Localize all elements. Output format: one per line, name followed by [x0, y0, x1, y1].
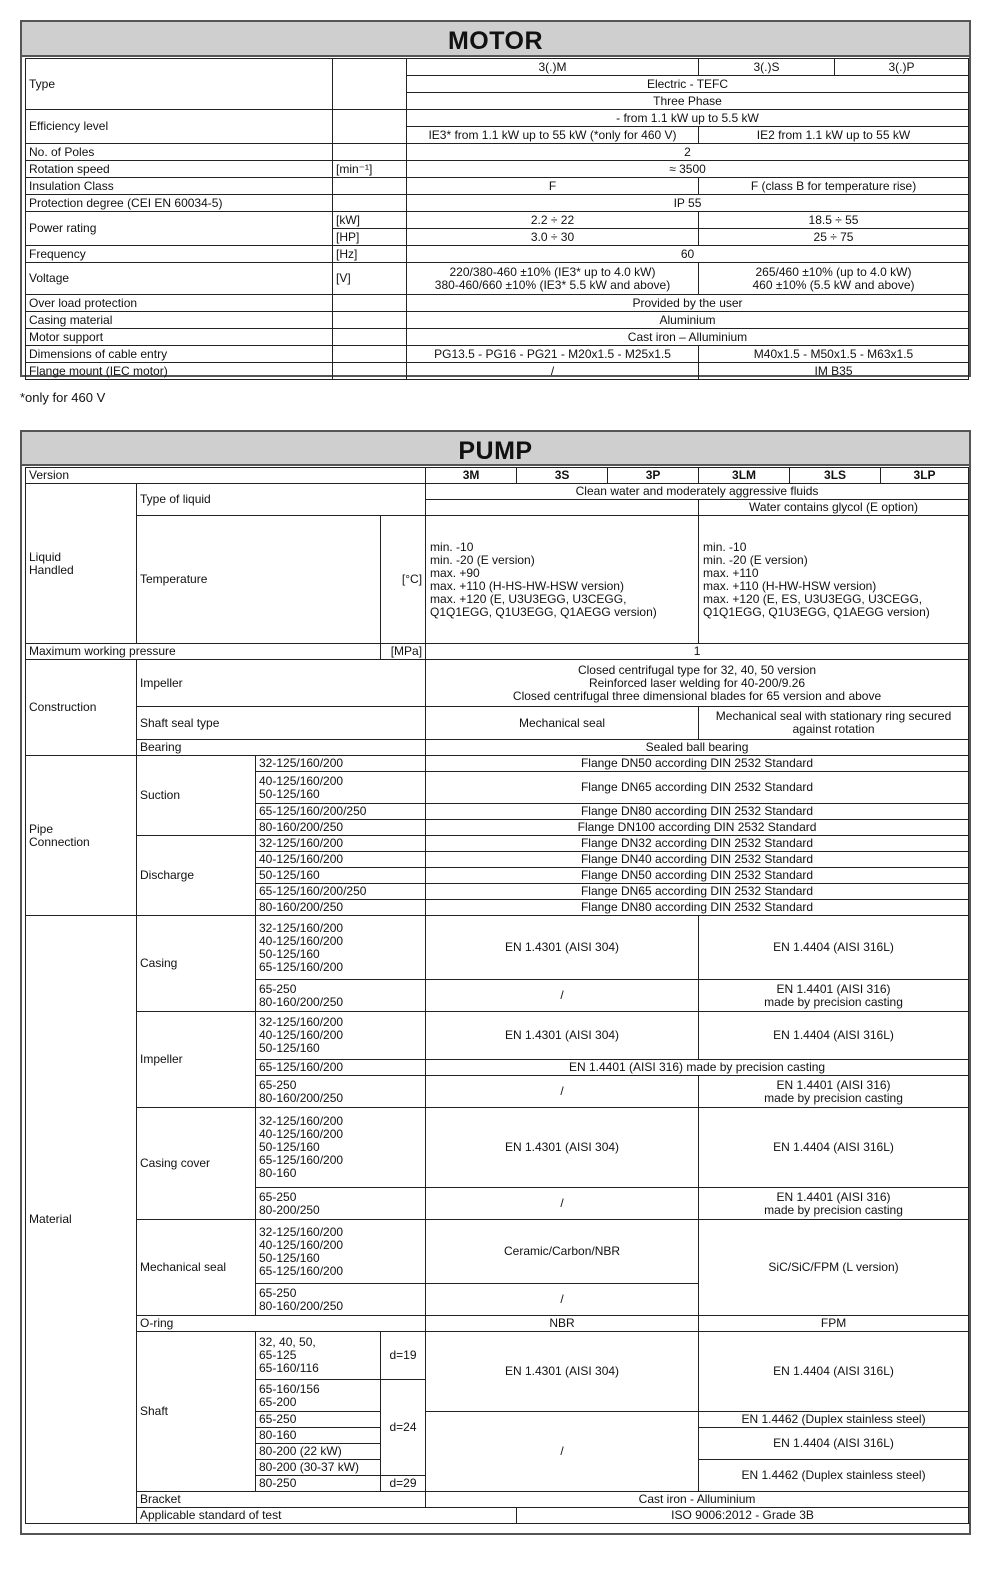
- pump-title: PUMP: [22, 432, 969, 466]
- pump-shaft-left: /: [426, 1412, 699, 1492]
- pump-shaft-diameter: d=24: [381, 1380, 426, 1476]
- pump-casing-right: EN 1.4404 (AISI 316L): [699, 916, 969, 980]
- motor-overload-label: Over load protection: [26, 295, 333, 312]
- pump-shaft-models: 80-200 (22 kW): [256, 1444, 381, 1460]
- pump-pipe-label: Pipe Connection: [26, 756, 137, 916]
- motor-type-s: 3(.)S: [699, 59, 835, 76]
- pump-discharge-models: 32-125/160/200: [256, 836, 426, 852]
- motor-type-electric: Electric - TEFC: [407, 76, 969, 93]
- motor-voltage-left: 220/380-460 ±10% (IE3* up to 4.0 kW) 380-460/660 ±10% (IE3* 5.5 kW and above): [407, 263, 699, 295]
- motor-voltage-unit: [V]: [333, 263, 407, 295]
- pump-discharge-value: Flange DN80 according DIN 2532 Standard: [426, 900, 969, 916]
- pump-suction-models: 80-160/200/250: [256, 820, 426, 836]
- pump-standard-value: ISO 9006:2012 - Grade 3B: [517, 1508, 969, 1524]
- pump-cover-label: Casing cover: [137, 1108, 256, 1220]
- pump-bearing-label: Bearing: [137, 740, 426, 756]
- pump-shaft-models: 65-160/156 65-200: [256, 1380, 381, 1412]
- pump-cover-right: EN 1.4404 (AISI 316L): [699, 1108, 969, 1188]
- pump-mat-impeller-right: EN 1.4401 (AISI 316) made by precision casting: [699, 1076, 969, 1108]
- pump-discharge-models: 65-125/160/200/250: [256, 884, 426, 900]
- pump-mat-impeller-models: 65-250 80-160/200/250: [256, 1076, 426, 1108]
- pump-construction-label: Construction: [26, 660, 137, 756]
- pump-discharge-label: Discharge: [137, 836, 256, 916]
- pump-pressure-label: Maximum working pressure: [26, 644, 381, 660]
- motor-rotation-unit: [min⁻¹]: [333, 161, 407, 178]
- pump-shaft-left: EN 1.4301 (AISI 304): [426, 1332, 699, 1412]
- pump-impeller-value: Closed centrifugal type for 32, 40, 50 version Reinforced laser welding for 40-200/9.26 Closed centrifugal three dimensional blades for 65 version and above: [426, 660, 969, 707]
- motor-frequency-label: Frequency: [26, 246, 333, 263]
- motor-support-value: Cast iron – Alluminium: [407, 329, 969, 346]
- pump-shaft-seal-left: Mechanical seal: [426, 707, 699, 740]
- pump-discharge-models: 80-160/200/250: [256, 900, 426, 916]
- pump-version-3lp: 3LP: [881, 468, 969, 484]
- motor-power-kw-left: 2.2 ÷ 22: [407, 212, 699, 229]
- pump-shaft-models: 65-250: [256, 1412, 381, 1428]
- pump-oring-right: FPM: [699, 1316, 969, 1332]
- motor-rotation-value: ≈ 3500: [407, 161, 969, 178]
- motor-support-label: Motor support: [26, 329, 333, 346]
- pump-suction-models: 32-125/160/200: [256, 756, 426, 772]
- pump-version-3s: 3S: [517, 468, 608, 484]
- motor-power-label: Power rating: [26, 212, 333, 246]
- pump-mseal-left: Ceramic/Carbon/NBR: [426, 1220, 699, 1284]
- pump-shaft-models: 80-250: [256, 1476, 381, 1492]
- motor-efficiency-ie2: IE2 from 1.1 kW up to 55 kW: [699, 127, 969, 144]
- pump-discharge-value: Flange DN40 according DIN 2532 Standard: [426, 852, 969, 868]
- pump-discharge-value: Flange DN50 according DIN 2532 Standard: [426, 868, 969, 884]
- pump-cover-models: 65-250 80-200/250: [256, 1188, 426, 1220]
- pump-casing-left: EN 1.4301 (AISI 304): [426, 916, 699, 980]
- pump-mat-impeller-value: EN 1.4401 (AISI 316) made by precision casting: [426, 1060, 969, 1076]
- motor-efficiency-top: - from 1.1 kW up to 5.5 kW: [407, 110, 969, 127]
- pump-discharge-models: 40-125/160/200: [256, 852, 426, 868]
- pump-shaft-right: EN 1.4404 (AISI 316L): [699, 1428, 969, 1460]
- motor-flange-left: /: [407, 363, 699, 380]
- pump-mat-impeller-models: 65-125/160/200: [256, 1060, 426, 1076]
- motor-power-unit-hp: [HP]: [333, 229, 407, 246]
- pump-mseal-models: 32-125/160/200 40-125/160/200 50-125/160 65-125/160/200: [256, 1220, 426, 1284]
- pump-version-label: Version: [26, 468, 426, 484]
- motor-cable-label: Dimensions of cable entry: [26, 346, 333, 363]
- motor-type-m: 3(.)M: [407, 59, 699, 76]
- motor-protection-label: Protection degree (CEI EN 60034-5): [26, 195, 333, 212]
- pump-standard-label: Applicable standard of test: [137, 1508, 517, 1524]
- pump-table: [25, 467, 969, 1524]
- pump-bracket-label: Bracket: [137, 1492, 426, 1508]
- pump-casing-models: 65-250 80-160/200/250: [256, 980, 426, 1012]
- pump-liquid-type-glycol: Water contains glycol (E option): [699, 500, 969, 516]
- motor-power-kw-right: 18.5 ÷ 55: [699, 212, 969, 229]
- motor-type-label: Type: [26, 59, 333, 110]
- motor-voltage-right: 265/460 ±10% (up to 4.0 kW) 460 ±10% (5.5 kW and above): [699, 263, 969, 295]
- motor-efficiency-label: Efficiency level: [26, 110, 333, 144]
- pump-discharge-value: Flange DN65 according DIN 2532 Standard: [426, 884, 969, 900]
- pump-bearing-value: Sealed ball bearing: [426, 740, 969, 756]
- motor-insulation-label: Insulation Class: [26, 178, 333, 195]
- pump-bracket-value: Cast iron - Alluminium: [426, 1492, 969, 1508]
- pump-shaft-label: Shaft: [137, 1332, 256, 1492]
- pump-version-3lm: 3LM: [699, 468, 790, 484]
- motor-poles-value: 2: [407, 144, 969, 161]
- pump-cover-models: 32-125/160/200 40-125/160/200 50-125/160 65-125/160/200 80-160: [256, 1108, 426, 1188]
- pump-table-frame: [20, 430, 971, 1535]
- pump-mat-impeller-right: EN 1.4404 (AISI 316L): [699, 1012, 969, 1060]
- motor-casing-value: Aluminium: [407, 312, 969, 329]
- motor-flange-right: IM B35: [699, 363, 969, 380]
- pump-version-3p: 3P: [608, 468, 699, 484]
- motor-efficiency-ie3: IE3* from 1.1 kW up to 55 kW (*only for 460 V): [407, 127, 699, 144]
- pump-cover-left: /: [426, 1188, 699, 1220]
- pump-mseal-right: SiC/SiC/FPM (L version): [699, 1220, 969, 1316]
- pump-shaft-right: EN 1.4462 (Duplex stainless steel): [699, 1412, 969, 1428]
- pump-version-3ls: 3LS: [790, 468, 881, 484]
- pump-mseal-left: /: [426, 1284, 699, 1316]
- pump-shaft-right: EN 1.4462 (Duplex stainless steel): [699, 1460, 969, 1492]
- motor-table: [25, 58, 969, 380]
- pump-casing-left: /: [426, 980, 699, 1012]
- pump-liquid-label: Liquid Handled: [26, 484, 137, 644]
- pump-mat-impeller-left: /: [426, 1076, 699, 1108]
- pump-pressure-unit: [MPa]: [381, 644, 426, 660]
- motor-type-phase: Three Phase: [407, 93, 969, 110]
- pump-suction-value: Flange DN50 according DIN 2532 Standard: [426, 756, 969, 772]
- motor-casing-label: Casing material: [26, 312, 333, 329]
- pump-discharge-value: Flange DN32 according DIN 2532 Standard: [426, 836, 969, 852]
- motor-insulation-left: F: [407, 178, 699, 195]
- pump-casing-right: EN 1.4401 (AISI 316) made by precision casting: [699, 980, 969, 1012]
- pump-liquid-type-label: Type of liquid: [137, 484, 426, 516]
- pump-pressure-value: 1: [426, 644, 969, 660]
- motor-protection-value: IP 55: [407, 195, 969, 212]
- motor-power-unit-kw: [kW]: [333, 212, 407, 229]
- pump-temperature-unit: [°C]: [381, 516, 426, 644]
- motor-overload-value: Provided by the user: [407, 295, 969, 312]
- pump-shaft-models: 32, 40, 50, 65-125 65-160/116: [256, 1332, 381, 1380]
- pump-mat-impeller-left: EN 1.4301 (AISI 304): [426, 1012, 699, 1060]
- motor-table-frame: [20, 20, 971, 377]
- pump-suction-models: 65-125/160/200/250: [256, 804, 426, 820]
- pump-shaft-diameter: d=29: [381, 1476, 426, 1492]
- pump-suction-value: Flange DN80 according DIN 2532 Standard: [426, 804, 969, 820]
- pump-temperature-left: min. -10 min. -20 (E version) max. +90 max. +110 (H-HS-HW-HSW version) max. +120 (E, U3U3EGG, U3CEGG, Q1Q1EGG, Q1U3EGG, Q1AEGG version): [426, 516, 699, 644]
- pump-shaft-seal-right: Mechanical seal with stationary ring secured against rotation: [699, 707, 969, 740]
- pump-liquid-type-value: Clean water and moderately aggressive fluids: [426, 484, 969, 500]
- motor-poles-label: No. of Poles: [26, 144, 333, 161]
- pump-version-3m: 3M: [426, 468, 517, 484]
- motor-frequency-unit: [Hz]: [333, 246, 407, 263]
- pump-mseal-models: 65-250 80-160/200/250: [256, 1284, 426, 1316]
- pump-mat-impeller-models: 32-125/160/200 40-125/160/200 50-125/160: [256, 1012, 426, 1060]
- pump-cover-right: EN 1.4401 (AISI 316) made by precision casting: [699, 1188, 969, 1220]
- pump-casing-models: 32-125/160/200 40-125/160/200 50-125/160 65-125/160/200: [256, 916, 426, 980]
- motor-insulation-right: F (class B for temperature rise): [699, 178, 969, 195]
- motor-power-hp-right: 25 ÷ 75: [699, 229, 969, 246]
- pump-suction-label: Suction: [137, 756, 256, 836]
- pump-mseal-label: Mechanical seal: [137, 1220, 256, 1316]
- pump-casing-label: Casing: [137, 916, 256, 1012]
- motor-voltage-label: Voltage: [26, 263, 333, 295]
- pump-shaft-seal-label: Shaft seal type: [137, 707, 426, 740]
- motor-frequency-value: 60: [407, 246, 969, 263]
- pump-oring-label: O-ring: [137, 1316, 426, 1332]
- pump-discharge-models: 50-125/160: [256, 868, 426, 884]
- pump-suction-value: Flange DN100 according DIN 2532 Standard: [426, 820, 969, 836]
- motor-type-p: 3(.)P: [835, 59, 969, 76]
- pump-suction-value: Flange DN65 according DIN 2532 Standard: [426, 772, 969, 804]
- pump-shaft-diameter: d=19: [381, 1332, 426, 1380]
- pump-material-label: Material: [26, 916, 137, 1524]
- pump-suction-models: 40-125/160/200 50-125/160: [256, 772, 426, 804]
- pump-shaft-models: 80-200 (30-37 kW): [256, 1460, 381, 1476]
- motor-footnote: *only for 460 V: [20, 390, 106, 405]
- motor-flange-label: Flange mount (IEC motor): [26, 363, 333, 380]
- motor-title: MOTOR: [22, 22, 969, 57]
- pump-oring-left: NBR: [426, 1316, 699, 1332]
- motor-cable-right: M40x1.5 - M50x1.5 - M63x1.5: [699, 346, 969, 363]
- pump-cover-left: EN 1.4301 (AISI 304): [426, 1108, 699, 1188]
- motor-power-hp-left: 3.0 ÷ 30: [407, 229, 699, 246]
- motor-rotation-label: Rotation speed: [26, 161, 333, 178]
- pump-shaft-right: EN 1.4404 (AISI 316L): [699, 1332, 969, 1412]
- pump-impeller-label: Impeller: [137, 660, 426, 707]
- pump-mat-impeller-label: Impeller: [137, 1012, 256, 1108]
- pump-temperature-label: Temperature: [137, 516, 381, 644]
- pump-shaft-models: 80-160: [256, 1428, 381, 1444]
- pump-temperature-right: min. -10 min. -20 (E version) max. +110 max. +110 (H-HW-HSW version) max. +120 (E, ES, U3U3EGG, U3CEGG, Q1Q1EGG, Q1U3EGG, Q1AEGG version): [699, 516, 969, 644]
- motor-cable-left: PG13.5 - PG16 - PG21 - M20x1.5 - M25x1.5: [407, 346, 699, 363]
